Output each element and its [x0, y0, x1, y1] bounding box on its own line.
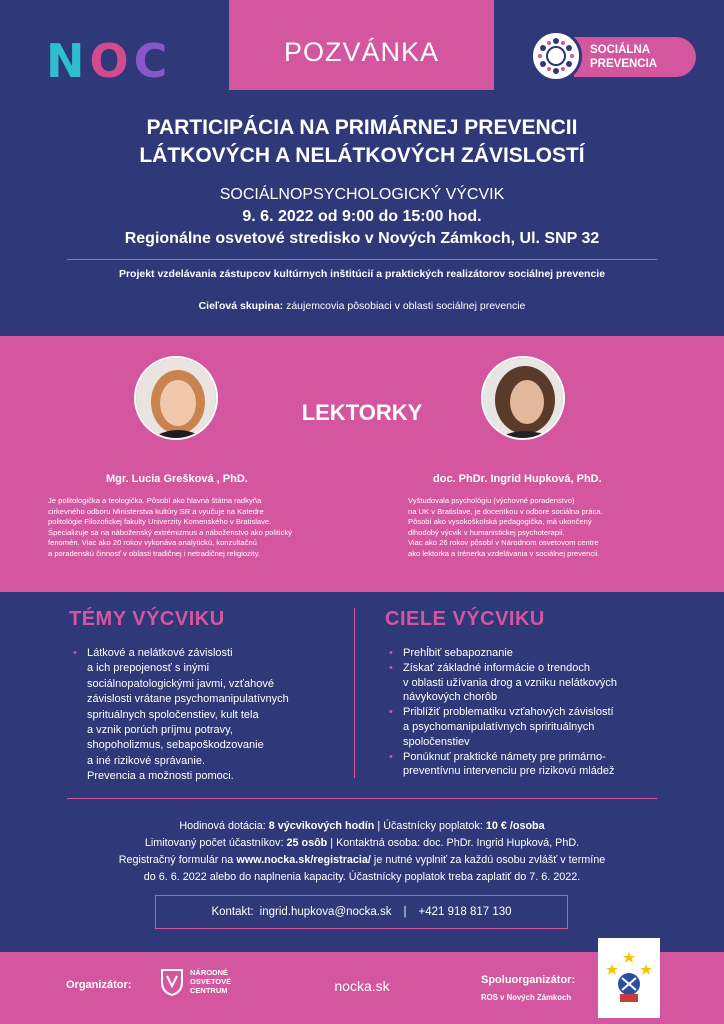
list-line: Prevencia a možnosti pomoci.	[87, 770, 234, 783]
list-line: závislosti vrátane psychomanipulatívnych	[87, 693, 289, 706]
course-info	[0, 818, 724, 886]
sp-line1: SOCIÁLNA	[590, 44, 651, 56]
contact-box	[155, 895, 568, 929]
info-line-1	[0, 818, 724, 835]
target-group-label: Cieľová skupina:	[198, 300, 284, 312]
eu-regional-emblem-icon	[598, 938, 660, 1018]
info-line-3	[0, 852, 724, 869]
bio-line: Špecializuje sa na náboženský extrémizmus a náboženstvo ako politický	[48, 527, 292, 537]
invitation-banner	[229, 0, 494, 90]
topics-title: TÉMY VÝCVIKU	[69, 608, 225, 630]
list-line: spoločenstiev	[403, 735, 470, 748]
noc-logo-c: C	[133, 34, 169, 88]
noc-logo-n: N	[46, 34, 86, 88]
bio-line: Pôsobí ako vysokoškolská pedagogička, má ukončený	[408, 517, 592, 527]
list-line: • Prehĺbiť sebapoznanie	[403, 647, 513, 659]
contact-label: Kontakt:	[211, 906, 254, 918]
list-line: a psychomanipulatívnych sprirituálnych	[403, 720, 595, 733]
event-venue: Regionálne osvetové stredisko v Nových Zámkoch, Ul. SNP 32	[124, 230, 600, 247]
list-line: preventívnu intervenciu pre rizikovú mládež	[403, 765, 615, 778]
lecturer-2-name: doc. PhDr. Ingrid Hupková, PhD.	[433, 473, 602, 485]
list-line: v oblasti užívania drog a vzniku nelátkových	[403, 676, 618, 689]
bio-line: Viac ako 26 rokov pôsobí v Národnom osvetovom centre	[408, 538, 599, 548]
info-fee: 10 € /osoba	[485, 820, 545, 832]
goals-title: CIELE VÝCVIKU	[385, 608, 545, 630]
lecturer-1-bio	[48, 496, 368, 560]
event-title	[0, 114, 724, 170]
lecturer-1-name: Mgr. Lucia Grešková , PhD.	[106, 473, 248, 485]
website-link[interactable]: nocka.sk	[334, 978, 390, 994]
lecturers-section	[0, 336, 724, 592]
noc-logo	[46, 34, 169, 88]
list-item	[73, 646, 343, 785]
target-group-text: záujemcovia pôsobiaci v oblasti sociálnej prevencie	[283, 300, 526, 312]
list-line: návykových chorôb	[403, 691, 498, 704]
event-subtitle: SOCIÁLNOPSYCHOLOGICKÝ VÝCVIK	[219, 186, 505, 203]
divider	[67, 259, 657, 260]
info-text: Limitovaný počet účastníkov:	[144, 837, 287, 849]
goals-list	[389, 646, 679, 779]
event-date: 9. 6. 2022 od 9:00 do 15:00 hod.	[242, 208, 482, 225]
list-line: • Látkové a nelátkové závislosti	[87, 647, 233, 659]
list-line: • Získať základné informácie o trendoch	[403, 661, 590, 674]
list-line: a vznik porúch príjmu potravy,	[87, 724, 233, 737]
info-hours: 8 výcvikových hodín	[268, 820, 375, 832]
invitation-label: POZVÁNKA	[283, 37, 440, 67]
info-line-2	[0, 835, 724, 852]
bio-line: Vyštudovala psychológiu (výchovné poradenstvo)	[408, 496, 575, 505]
title-line2: LÁTKOVÝCH A NELÁTKOVÝCH ZÁVISLOSTÍ	[139, 144, 585, 167]
topics-list	[73, 646, 343, 785]
footer	[0, 952, 724, 1024]
bio-line: ako lektorka a trénerka vzdelávania v sociálnej prevencii.	[408, 548, 600, 558]
list-line: a ich prepojenosť s inými	[87, 662, 210, 675]
divider	[67, 798, 657, 799]
lecturer-2-bio	[408, 496, 718, 560]
title-line1: PARTICIPÁCIA NA PRIMÁRNEJ PREVENCII	[146, 116, 578, 139]
list-line: a iné rizikové správanie.	[87, 754, 206, 767]
info-text: | Účastnícky poplatok:	[374, 820, 486, 832]
contact-phone[interactable]: +421 918 817 130	[418, 906, 512, 918]
bio-line: fenomén. Viac ako 20 rokov vykonáva analytickú, konzultačnú	[48, 538, 257, 548]
bio-line: Je politologička a teologička. Pôsobí ako hlavná štátna radkyňa	[48, 496, 262, 505]
list-item	[389, 661, 679, 705]
noc-line: NÁRODNÉ	[190, 967, 228, 977]
people-circle-icon	[530, 30, 582, 82]
contact-email[interactable]: ingrid.hupkova@nocka.sk	[259, 906, 392, 918]
list-line: sociálnopatologickými javmi, vzťahové	[87, 677, 274, 690]
info-text: je nutné vyplniť za každú osobu zvlášť v termíne	[370, 854, 606, 866]
info-text: Registračný formulár na	[118, 854, 237, 866]
project-description: Projekt vzdelávania zástupcov kultúrnych inštitúcií a praktických realizátorov sociálnej prevencie	[118, 268, 606, 280]
noc-line: OSVETOVÉ	[190, 976, 232, 986]
info-capacity: 25 osôb	[286, 837, 328, 849]
list-item	[389, 750, 679, 780]
list-line: • Ponúknuť praktické námety pre primárno-	[403, 750, 606, 763]
social-prevention-logo	[530, 30, 696, 82]
lecturers-heading: LEKTORKY	[301, 400, 423, 425]
bio-line: dlhodobý výcvik v humanistickej psychoterapii.	[408, 527, 565, 537]
noc-logo-o: O	[89, 34, 130, 88]
list-line: shopoholizmus, sebapoškodzovanie	[87, 739, 264, 752]
info-line-4: do 6. 6. 2022 alebo do naplnenia kapacity. Účastnícky poplatok treba zaplatiť do 7. 6. 2022.	[143, 871, 581, 883]
list-line: sprituálnych spoločenstiev, kult tela	[87, 708, 259, 721]
bio-line: a poradenskú činnosť v oblasti tradičnej i netradičnej religiozity.	[48, 548, 261, 558]
coorganizer-name: ROS v Nových Zámkoch	[481, 993, 572, 1002]
noc-line: CENTRUM	[190, 985, 228, 995]
lecturer-2-photo	[481, 356, 565, 440]
bio-line: na UK v Bratislave, je docentkou v odbore sociálna práca.	[408, 506, 603, 516]
column-divider	[354, 608, 355, 778]
sp-line2: PREVENCIA	[590, 58, 658, 70]
organizer-label: Organizátor:	[66, 979, 132, 991]
target-group	[0, 300, 724, 312]
coorganizer-label: Spoluorganizátor:	[481, 974, 576, 986]
lecturer-1-photo	[134, 356, 218, 440]
bio-line: politológie Filozofickej fakulty Univerzity Komenského v Bratislave.	[48, 517, 272, 527]
bio-line: cirkevného odboru Ministerstva kultúry SR a vyučuje na Katedre	[48, 506, 264, 516]
list-item	[389, 705, 679, 749]
info-text: Hodinová dotácia:	[179, 820, 269, 832]
info-text: | Kontaktná osoba: doc. PhDr. Ingrid Hupková, PhD.	[327, 837, 580, 849]
list-line: • Priblížiť problematiku vzťahových závislostí	[403, 706, 614, 719]
social-prevention-pill	[574, 37, 696, 77]
list-item	[389, 646, 679, 661]
registration-link[interactable]: www.nocka.sk/registracia/	[236, 854, 371, 866]
contact-separator: |	[403, 906, 407, 918]
